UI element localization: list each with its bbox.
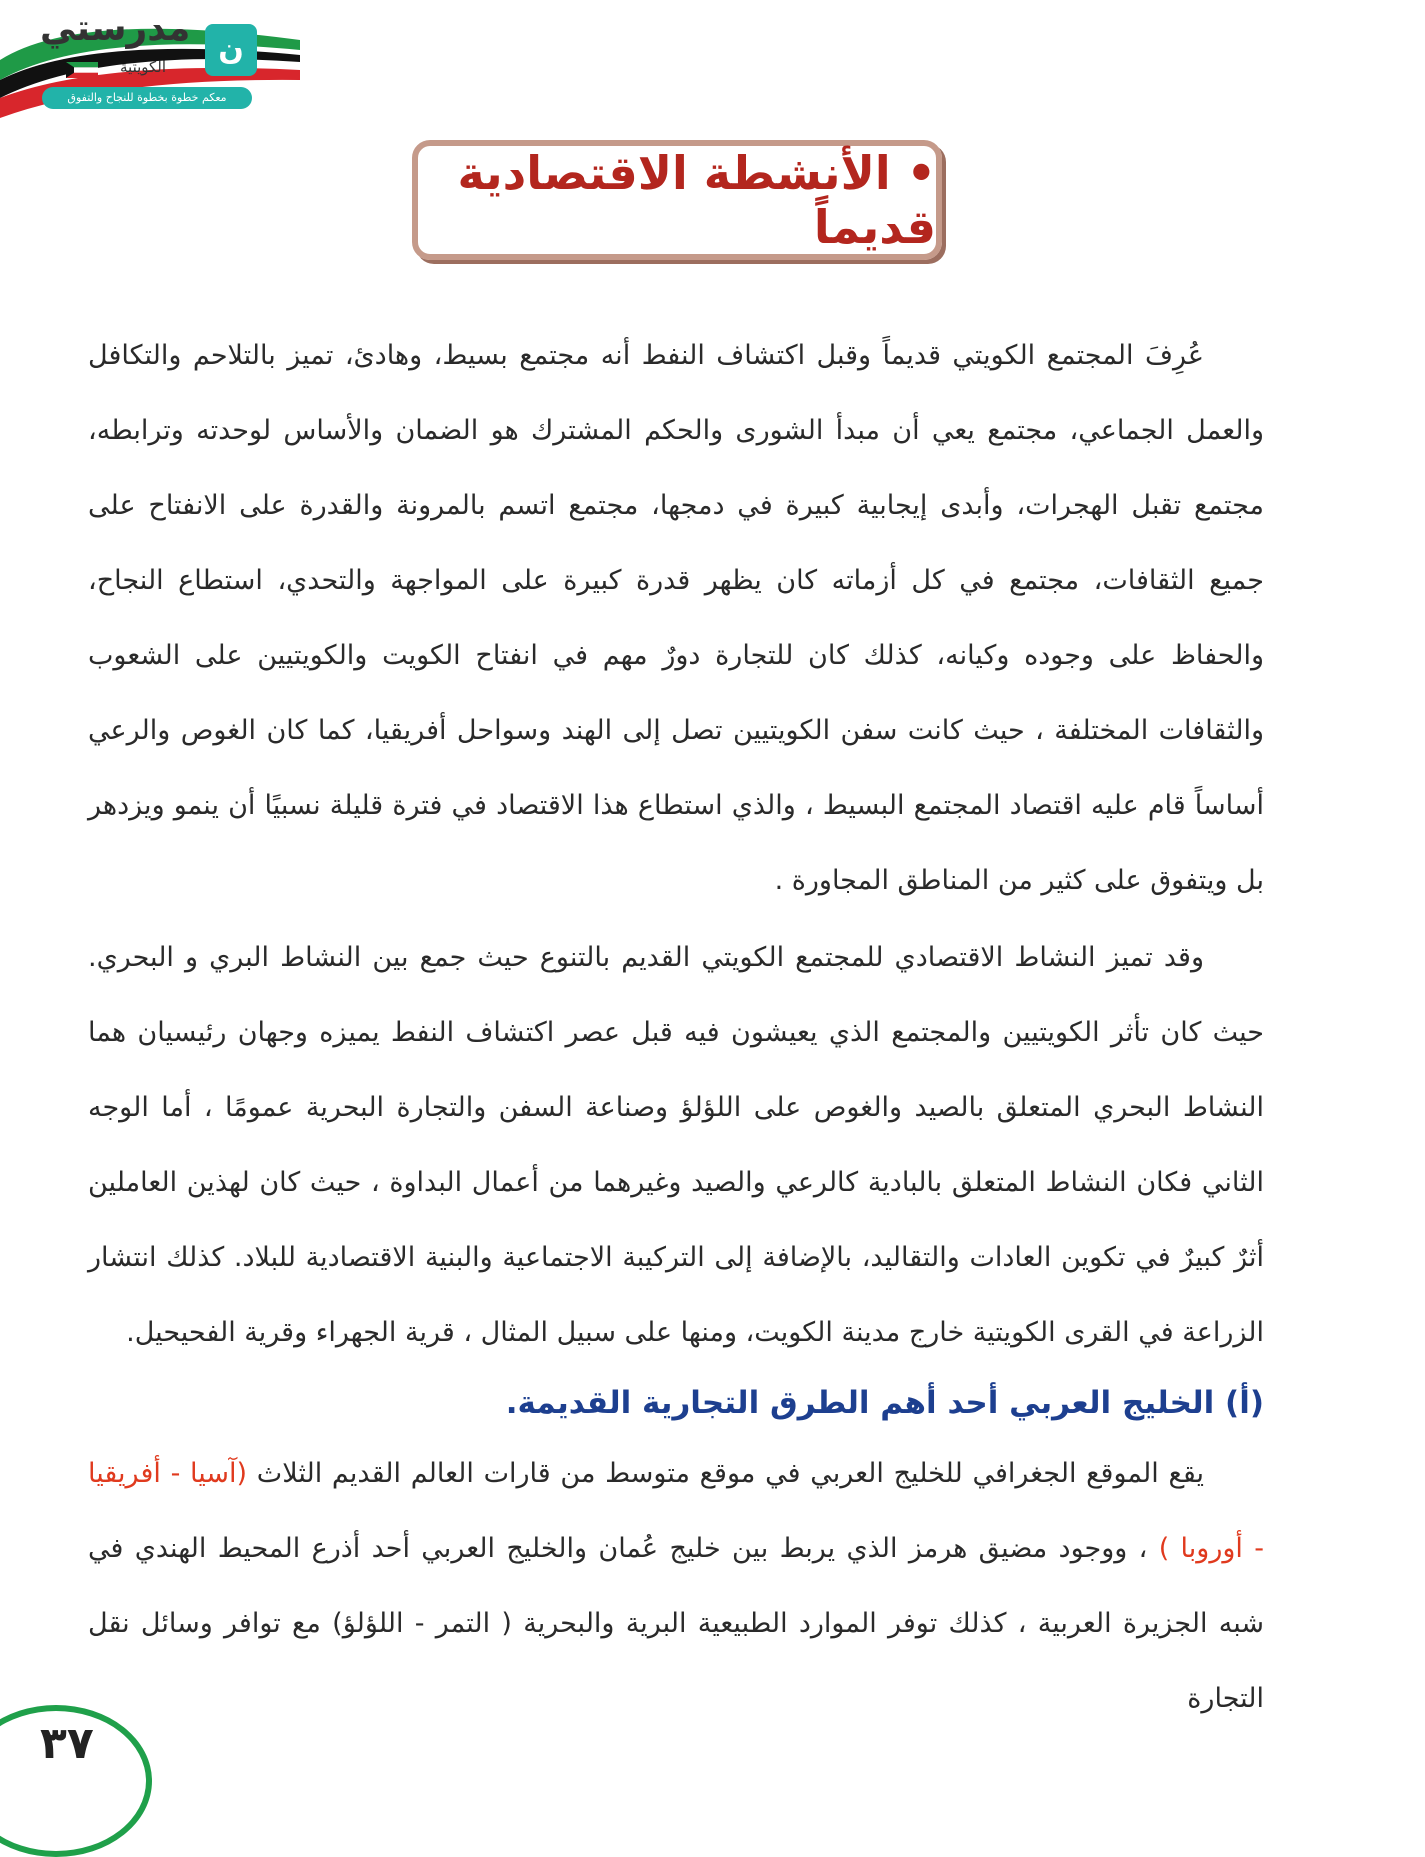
- main-content: [88, 318, 1264, 1736]
- paragraph-3: [88, 1436, 1264, 1736]
- paragraph-3-start: يقع الموقع الجغرافي للخليج العربي في موقع متوسط من قارات العالم القديم الثلاث: [247, 1458, 1204, 1489]
- paragraph-1: عُرِفَ المجتمع الكويتي قديماً وقبل اكتشاف النفط أنه مجتمع بسيط، وهادئ، تميز بالتلاحم والتكافل والعمل الجماعي، مجتمع يعي أن مبدأ الشورى والحكم المشترك هو الضمان والأساس لوحدته وترابطه، مجتمع تقبل الهجرات، وأبدى إيجابية كبيرة في دمجها، مجتمع اتسم بالمرونة والقدرة على الانفتاح على جميع الثقافات، مجتمع في كل أزماته كان يظهر قدرة كبيرة على المواجهة والتحدي، استطاع النجاح، والحفاظ على وجوده وكيانه، كذلك كان للتجارة دورٌ مهم في انفتاح الكويت والكويتيين على الشعوب والثقافات المختلفة ، حيث كانت سفن الكويتيين تصل إلى الهند وسواحل أفريقيا، كما كان الغوص والرعي أساساً قام عليه اقتصاد المجتمع البسيط ، والذي استطاع هذا الاقتصاد في فترة قليلة نسبيًا أن ينمو ويزدهر بل ويتفوق على كثير من المناطق المجاورة .: [88, 340, 1264, 896]
- page-number: ٣٧: [40, 1718, 94, 1769]
- logo-subtitle: الكويتية: [120, 58, 167, 76]
- logo-name: مدرستي: [40, 8, 191, 49]
- paragraph-3-end: ، ووجود مضيق هرمز الذي يربط بين خليج عُمان والخليج العربي أحد أذرع المحيط الهندي في شبه الجزيرة العربية ، كذلك توفر الموارد الطبيعية البرية والبحرية ( التمر - اللؤلؤ) مع توافر وسائل نقل التجارة: [88, 1533, 1264, 1714]
- kuwait-flag-icon: [66, 62, 98, 78]
- paragraph-2: وقد تميز النشاط الاقتصادي للمجتمع الكويتي القديم بالتنوع حيث جمع بين النشاط البري و البحري. حيث كان تأثر الكويتيين والمجتمع الذي يعيشون فيه قبل عصر اكتشاف النفط يميزه وجهان رئيسيان هما النشاط البحري المتعلق بالصيد والغوص على اللؤلؤ وصناعة السفن والتجارة البحرية عمومًا ، أما الوجه الثاني فكان النشاط المتعلق بالبادية كالرعي والصيد وغيرهما من أعمال البداوة ، حيث كان لهذين العاملين أثرٌ كبيرٌ في تكوين العادات والتقاليد، بالإضافة إلى التركيبة الاجتماعية والبنية الاقتصادية للبلاد. كذلك انتشار الزراعة في القرى الكويتية خارج مدينة الكويت، ومنها على سبيل المثال ، قرية الجهراء وقرية الفحيحيل.: [88, 942, 1264, 1348]
- logo-tagline: معكم خطوة بخطوة للنجاح والتفوق: [42, 87, 252, 109]
- logo: [0, 0, 300, 130]
- section-heading: (أ) الخليج العربي أحد أهم الطرق التجارية القديمة.: [505, 1385, 1264, 1421]
- page-title: • الأنشطة الاقتصادية قديماً: [457, 146, 936, 254]
- title-box: [412, 140, 942, 260]
- continents-highlight: (آسيا - أفريقيا - أوروبا ): [88, 1458, 1264, 1564]
- logo-badge-icon: ن: [205, 24, 257, 76]
